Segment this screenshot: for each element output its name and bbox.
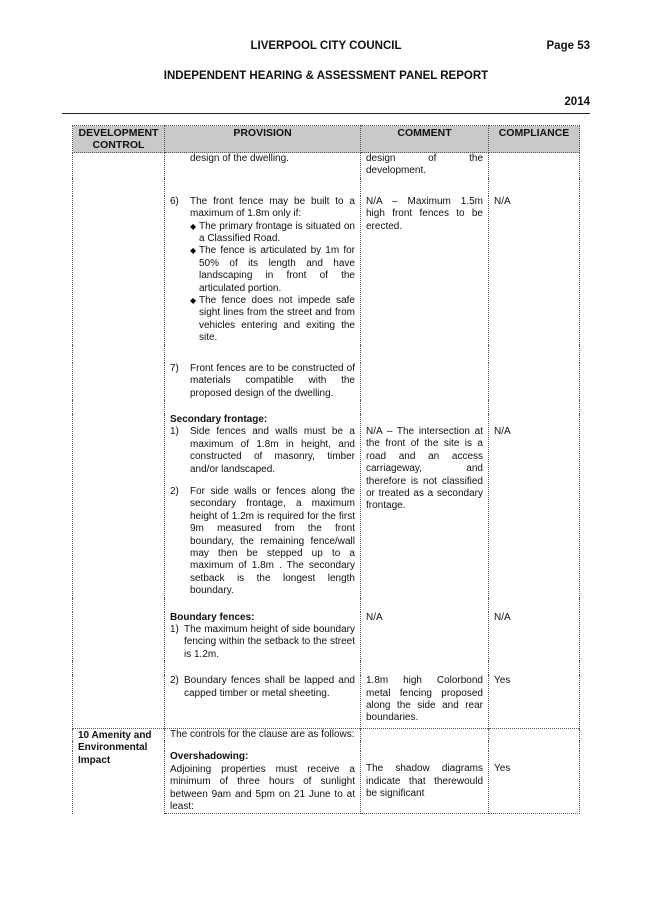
provision-text: The front fence may be built to a maximum of 1.8m only if: [190,195,355,220]
provision-text: Adjoining properties must receive a minimum of three hours of sunlight between 9am and 5pm on 21 June to at least: [170,763,355,813]
compliance-value: N/A [494,425,511,437]
provision-text: Side fences and walls must be a maximum of 1.8m in height, and constructed of masonry, timber and/or landscaped. [190,426,355,475]
bullet-text: The fence is articulated by 1m for 50% of its length and have landscaping in front of the articulated portion. [199,245,355,294]
header-rule [62,113,590,114]
provision-cell [165,612,361,662]
item-number: 2) [170,675,179,687]
comment-cell [361,675,489,728]
compliance-cell [489,729,580,742]
comment-text: N/A – Maximum 1.5m high front fences to be erected. [366,195,483,232]
bullet-icon: ◆ [190,296,197,306]
table-row [73,414,580,598]
comment-cell [361,751,489,814]
compliance-value: Yes [494,675,511,687]
compliance-value: Yes [494,763,511,775]
header-provision: PROVISION [165,126,361,153]
item-number: 2) [170,485,179,497]
control-cell [73,153,165,178]
compliance-cell [489,414,580,598]
comment-cell [361,363,489,400]
provision-text: For side walls or fences along the secondary frontage, a maximum height of 1.2m is required for the first 9m measured from the front boundary, the remaining fence/wall may then be stepped up to a maximum of 1.8m . The secondary setback is the longest length boundary. [190,485,355,597]
item-number: 1) [170,624,179,635]
table-row [73,363,580,400]
comment-text: N/A – The intersection at the front of the site is a road and an access carriageway, and therefore is not classified or treated as a secondary frontage. [366,425,483,512]
page-number: Page 53 [546,40,590,52]
provision-cell [165,196,361,345]
section-heading: Overshadowing: [170,751,249,763]
provision-cell [165,729,361,742]
provision-cell [165,363,361,400]
header-development-control: DEVELOPMENT CONTROL [73,126,165,153]
comment-cell [361,196,489,345]
bullet-text: The fence does not impede safe sight lines from the street and from vehicles entering and exiting the site. [199,295,355,344]
table-row [73,153,580,178]
header-comment: COMMENT [361,126,489,153]
compliance-cell [489,363,580,400]
comment-cell [361,729,489,742]
report-title: INDEPENDENT HEARING & ASSESSMENT PANEL REPORT [163,70,489,82]
compliance-value: N/A [494,195,511,207]
table-header-row [73,126,580,153]
comment-text: design of the development. [366,153,483,177]
council-name: LIVERPOOL CITY COUNCIL [250,40,402,52]
comment-text: N/A [366,611,383,623]
comment-cell [361,153,489,178]
provision-text: The maximum height of side boundary fencing within the setback to the street is 1.2m. [184,624,355,660]
section-heading: Boundary fences: [170,611,255,623]
compliance-cell [489,612,580,662]
report-year: 2014 [564,96,590,108]
compliance-value: N/A [494,611,511,623]
comment-text: 1.8m high Colorbond metal fencing proposed along the side and rear boundaries. [366,675,483,724]
compliance-cell [489,196,580,345]
provision-text: design of the dwelling. [190,153,289,164]
provision-cell [165,414,361,598]
item-number: 1) [170,426,179,438]
compliance-cell [489,153,580,178]
control-cell [73,729,165,814]
control-cell [73,196,165,345]
control-label: 10 Amenity and Environmental Impact [78,730,152,766]
comment-cell [361,414,489,598]
section-heading: Secondary frontage: [170,413,268,425]
provision-cell [165,675,361,728]
provision-text: Boundary fences shall be lapped and capped timber or metal sheeting. [184,675,355,699]
table-row [73,675,580,728]
assessment-table [72,125,580,814]
compliance-cell [489,751,580,814]
table-row [73,729,580,742]
provision-cell [165,153,361,178]
control-cell [73,675,165,728]
compliance-cell [489,675,580,728]
provision-cell [165,751,361,814]
header-compliance: COMPLIANCE [489,126,580,153]
control-cell [73,612,165,662]
comment-cell [361,612,489,662]
table-row [73,612,580,662]
bullet-icon: ◆ [190,246,197,256]
comment-text: The shadow diagrams indicate that therewould be significant [366,763,483,800]
provision-text: The controls for the clause are as follows: [170,729,355,741]
item-number: 6) [170,195,179,207]
table-row [73,196,580,345]
provision-text: Front fences are to be constructed of materials compatible with the proposed design of the dwelling. [190,362,355,399]
control-cell [73,414,165,598]
bullet-icon: ◆ [190,221,197,231]
item-number: 7) [170,362,179,374]
control-cell [73,363,165,400]
bullet-text: The primary frontage is situated on a Classified Road. [199,220,355,245]
